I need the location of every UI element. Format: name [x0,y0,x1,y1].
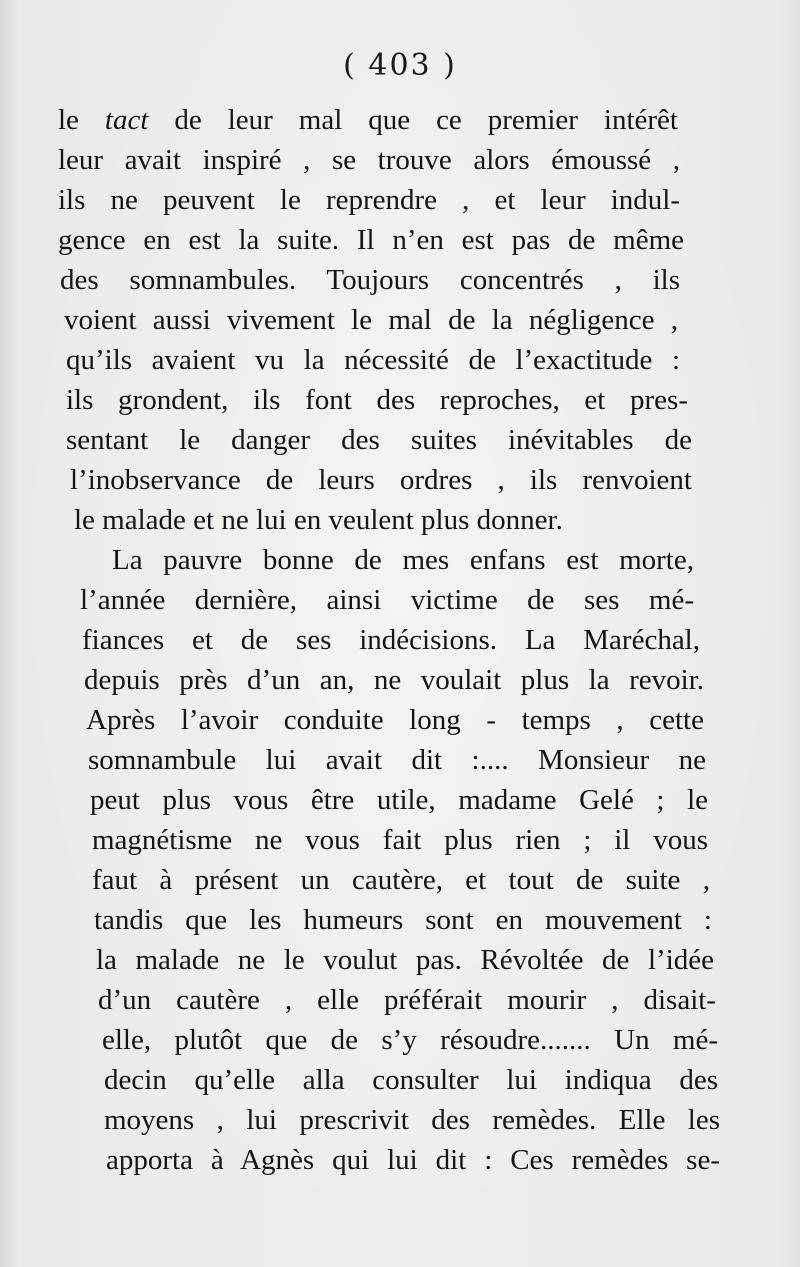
text-line: voient aussi vivement le mal de la négligence , [64,304,678,336]
text-line: depuis près d’un an, ne voulait plus la revoir. [84,664,704,696]
text-line: faut à présent un cautère, et tout de suite , [92,864,710,896]
text-line: le malade et ne lui en veulent plus donner. [74,504,563,536]
text-line: somnambule lui avait dit :.... Monsieur ne [88,744,706,776]
text-line: d’un cautère , elle préférait mourir , disait- [98,984,716,1016]
text-line: apporta à Agnès qui lui dit : Ces remèdes se- [106,1144,720,1176]
text-segment: de leur mal que ce premier intérêt [148,104,678,136]
text-line: la malade ne le voulut pas. Révoltée de l’idée [96,944,714,976]
text-line: sentant le danger des suites inévitables de [66,424,692,456]
text-segment: le [58,104,105,136]
text-line: l’année dernière, ainsi victime de ses mé- [80,584,694,616]
paragraph-first-line: La pauvre bonne de mes enfans est morte, [112,544,694,576]
text-line: tandis que les humeurs sont en mouvement : [94,904,712,936]
text-line: gence en est la suite. Il n’en est pas de même [58,224,684,256]
text-line: des somnambules. Toujours concentrés , ils [60,264,680,296]
text-line: magnétisme ne vous fait plus rien ; il vous [92,824,708,856]
text-line: leur avait inspiré , se trouve alors émoussé , [58,144,680,176]
text-line: peut plus vous être utile, madame Gelé ; le [90,784,708,816]
text-line: qu’ils avaient vu la nécessité de l’exactitude : [66,344,680,376]
italic-word: tact [104,104,149,136]
page-number: ( 403 ) [343,48,457,83]
text-line: decin qu’elle alla consulter lui indiqua des [104,1064,718,1096]
text-line: ils grondent, ils font des reproches, et pres- [66,384,688,416]
text-line: elle, plutôt que de s’y résoudre....... Un mé- [102,1024,718,1056]
text-line: l’inobservance de leurs ordres , ils renvoient [70,464,692,496]
text-line: ils ne peuvent le reprendre , et leur indul- [58,184,680,216]
text-line: Après l’avoir conduite long - temps , cette [86,704,704,736]
text-line: moyens , lui prescrivit des remèdes. Elle les [104,1104,720,1136]
text-line [58,100,678,140]
text-line: fiances et de ses indécisions. La Maréchal, [82,624,700,656]
